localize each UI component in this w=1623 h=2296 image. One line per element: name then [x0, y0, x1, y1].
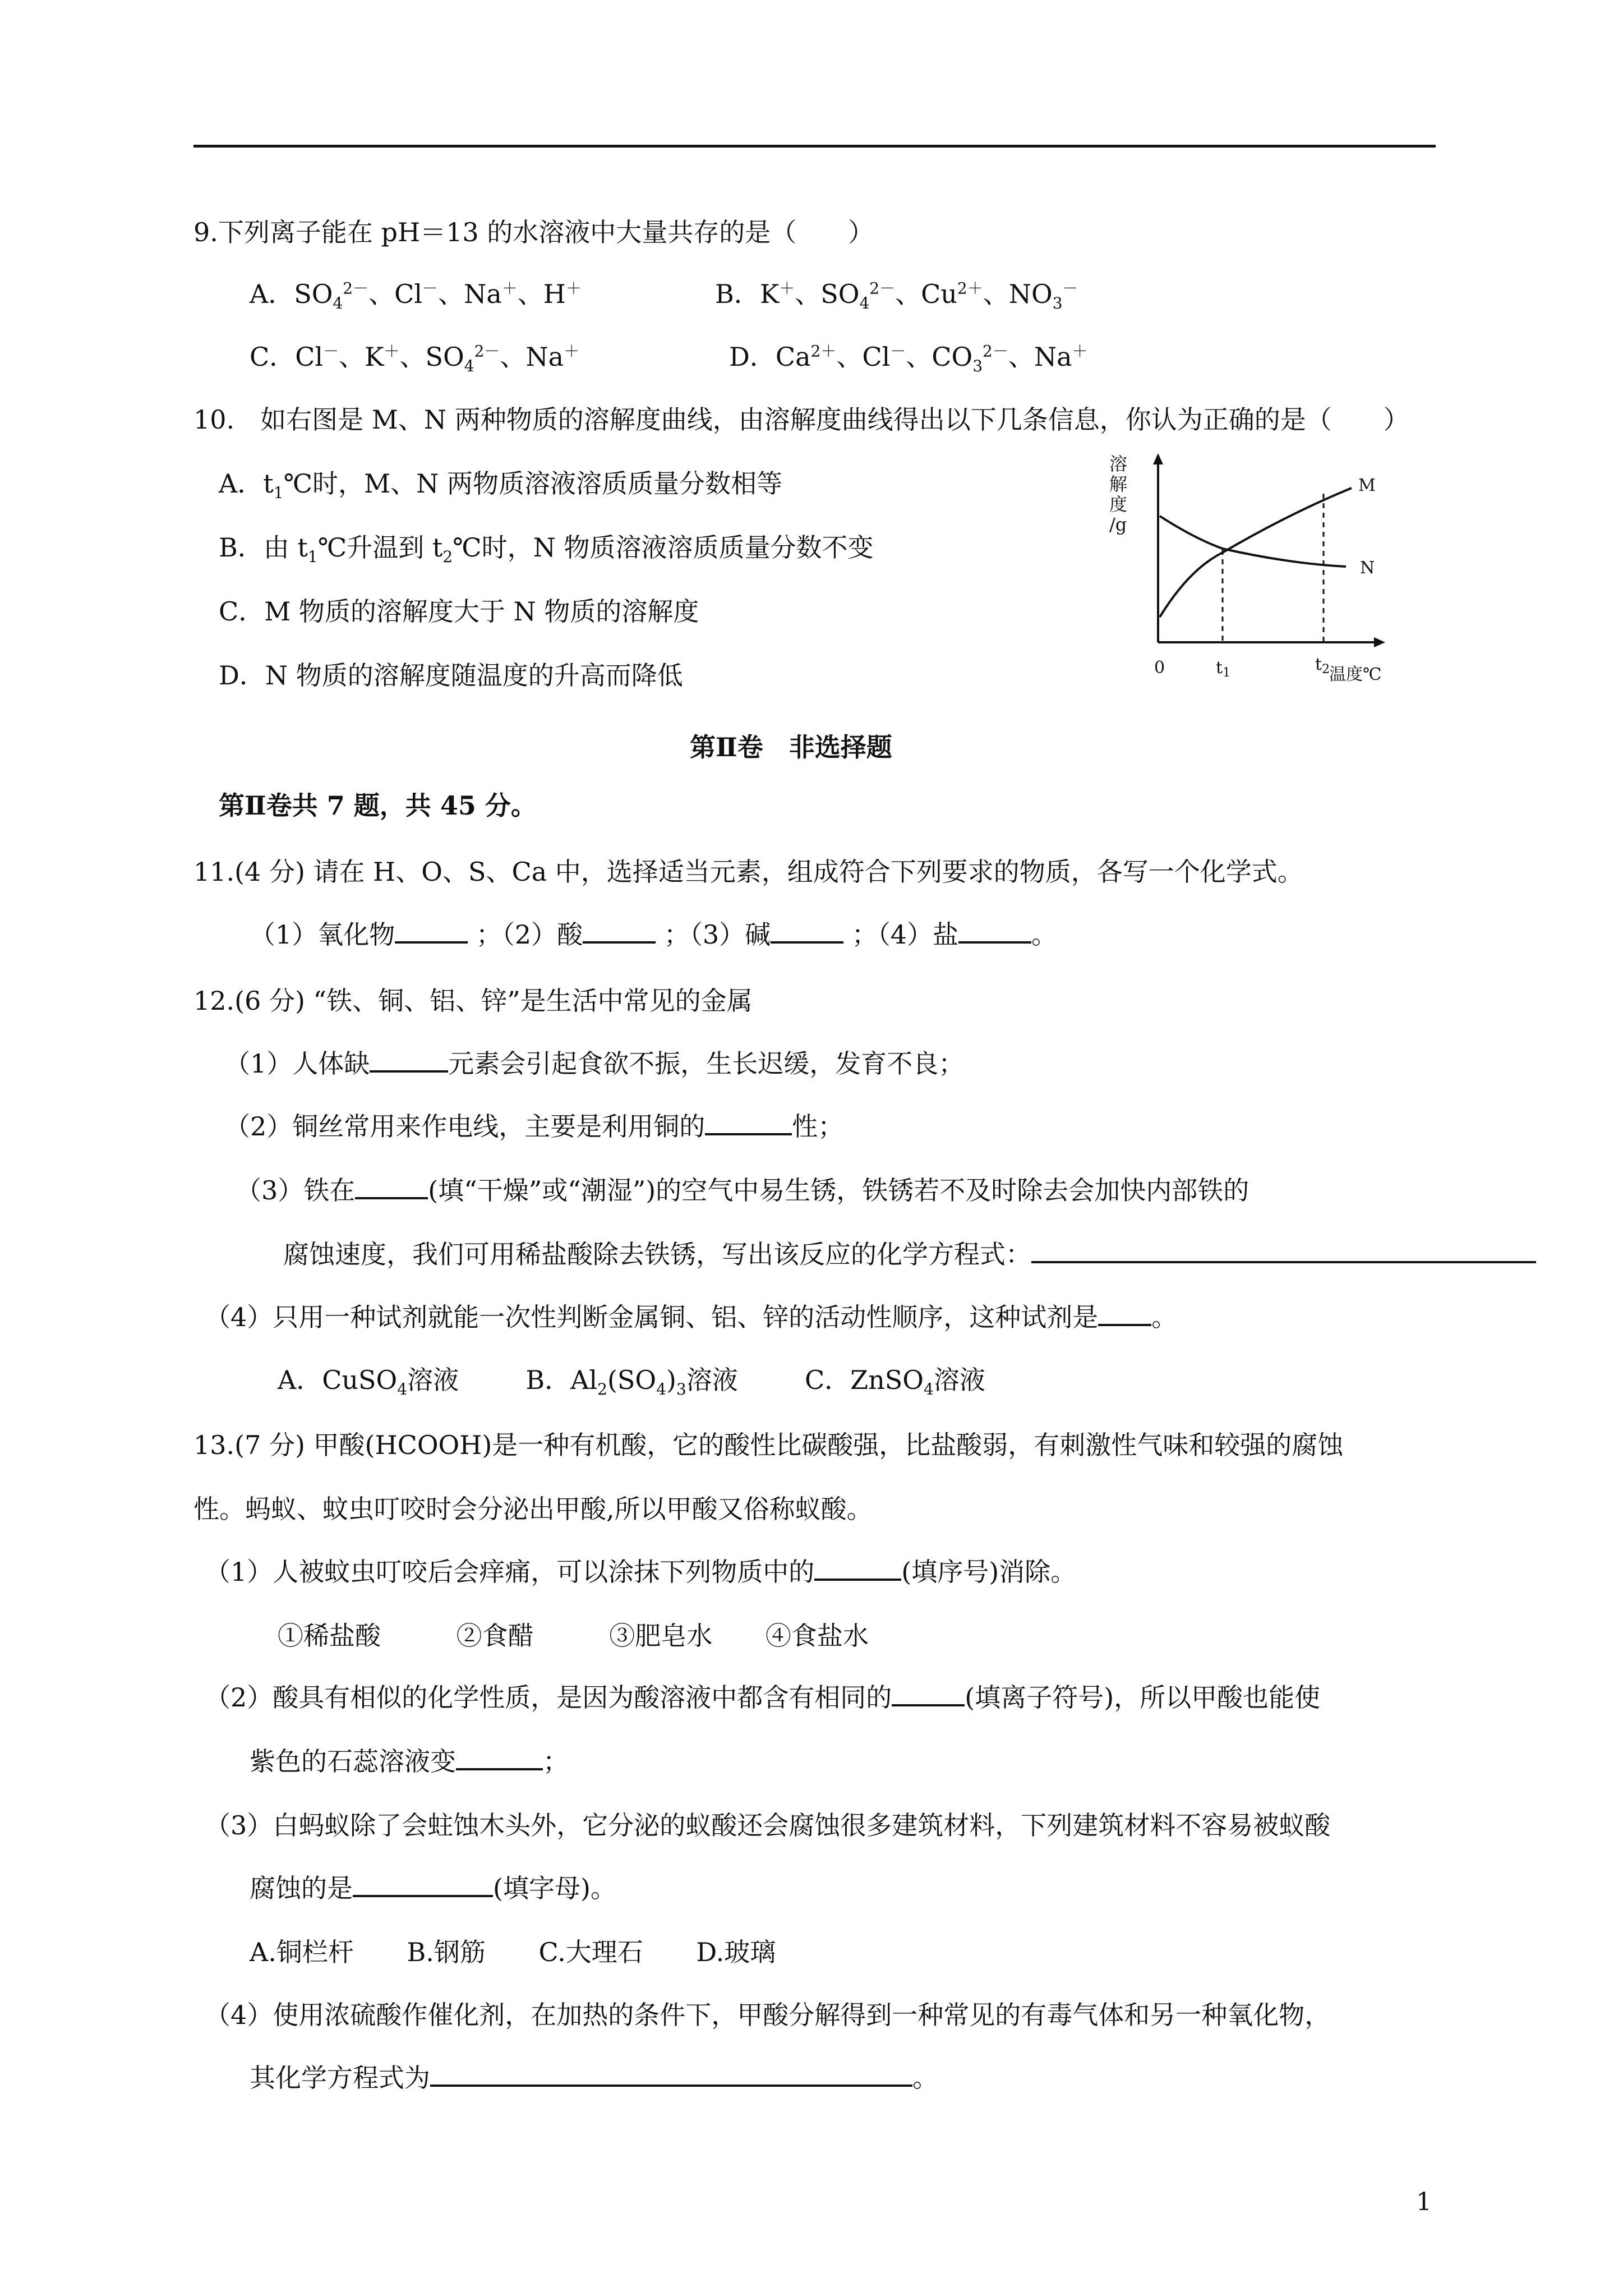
t2-label: $t_2$: [1315, 655, 1330, 677]
q10-option-c: C．M 物质的溶解度大于 N 物质的溶解度: [219, 596, 699, 627]
q13-blank-1[interactable]: [814, 1554, 901, 1581]
q12-blank-1[interactable]: [370, 1046, 448, 1073]
q12-options: A．CuSO$_4$溶液 B．$Al_2(SO_4)_3$溶液 C．ZnSO$_4$溶液: [278, 1365, 985, 1399]
q10-option-a: A．$t_1℃$时，M、N 两物质溶液溶质质量分数相等: [219, 468, 782, 503]
q10-option-b: B．由 $t_1℃$升温到 $t_2℃$时，N 物质溶液溶质质量分数不变: [219, 532, 874, 567]
q12-part-1: （1）人体缺 元素会引起食欲不振，生长迟缓，发育不良；: [224, 1043, 964, 1080]
solubility-chart: [1105, 449, 1419, 701]
q9-option-d: D．$Ca^{2+}$、Cl－、$CO_3^{2-}$、Na＋: [729, 342, 1088, 376]
q12-part-2: （2）铜丝常用来作电线，主要是利用铜的 性；: [224, 1106, 843, 1143]
q12-part-4: （4）只用一种试剂就能一次性判断金属铜、铝、锌的活动性顺序，这种试剂是 。: [205, 1297, 1177, 1334]
q13-stem-line2: 性。蚂蚁、蚊虫叮咬时会分泌出甲酸,所以甲酸又俗称蚁酸。: [193, 1494, 873, 1524]
q13-part-2-line2: 紫色的石蕊溶液变 ；: [250, 1741, 569, 1778]
q9-option-a: A．$SO_4^{2-}$、Cl－、Na＋、H＋: [250, 279, 582, 313]
q13-part-4: （4）使用浓硫酸作催化剂，在加热的条件下，甲酸分解得到一种常见的有毒气体和另一种氧化物，: [205, 2000, 1331, 2030]
q13-part-3-line2: 腐蚀的是 (填字母)。: [250, 1868, 616, 1905]
q13-part-2: （2）酸具有相似的化学性质，是因为酸溶液中都含有相同的 (填离子符号)，所以甲酸也能使: [205, 1677, 1320, 1714]
q11-answers: （1）氧化物 ；（2）酸 ；（3）碱 ；（4）盐 。: [250, 914, 1057, 951]
header-rule: [193, 145, 1436, 148]
q13-equation-blank[interactable]: [430, 2060, 912, 2087]
q13-part-4-line2: 其化学方程式为 。: [250, 2058, 938, 2095]
q13-part-1: （1）人被蚊虫叮咬后会痒痛，可以涂抹下列物质中的 (填序号)消除。: [205, 1552, 1076, 1589]
y-label-4: /g: [1109, 514, 1127, 535]
q12-equation-blank[interactable]: [1031, 1236, 1536, 1263]
q12-blank-4[interactable]: [1098, 1299, 1151, 1326]
y-label-2: 解: [1109, 473, 1128, 495]
q13-stem-line1: 13.(7 分) 甲酸(HCOOH)是一种有机酸，它的酸性比碳酸强，比盐酸弱，有刺激性气味和较强的腐蚀: [193, 1430, 1344, 1460]
q13-part-1-options: ①稀盐酸 ②食醋 ③肥皂水 ④食盐水: [278, 1621, 869, 1651]
curve-n-label: N: [1360, 558, 1375, 578]
y-axis-arrow: [1153, 453, 1163, 464]
q11-blank-2[interactable]: [583, 917, 656, 944]
q11-blank-4[interactable]: [958, 917, 1031, 944]
y-label-3: 度: [1109, 494, 1128, 515]
q11-blank-3[interactable]: [771, 917, 843, 944]
x-axis-label: 温度℃: [1329, 665, 1382, 684]
q13-part-3: （3）白蚂蚁除了会蛀蚀木头外，它分泌的蚁酸还会腐蚀很多建筑材料，下列建筑材料不容易被蚁酸: [205, 1810, 1331, 1841]
q13-blank-4[interactable]: [353, 1870, 493, 1897]
q11-blank-1[interactable]: [395, 917, 468, 944]
q13-blank-3[interactable]: [456, 1743, 543, 1770]
q9-option-b: B．K＋、$SO_4^{2-}$、$Cu^{2+}$、$NO_3^-$: [715, 279, 1078, 313]
section-title: 第Ⅱ卷 非选择题: [690, 732, 892, 762]
q9-stem: 9.下列离子能在 pH＝13 的水溶液中大量共存的是（ ）: [193, 217, 874, 247]
curve-m-label: M: [1358, 476, 1376, 495]
x-axis-arrow: [1374, 637, 1385, 647]
q12-part-3: （3）铁在 (填“干燥”或“潮湿”)的空气中易生锈，铁锈若不及时除去会加快内部铁的: [236, 1170, 1249, 1207]
q13-part-3-options: A.铜栏杆 B.钢筋 C.大理石 D.玻璃: [250, 1937, 776, 1967]
q12-part-3-line2: 腐蚀速度，我们可用稀盐酸除去铁锈，写出该反应的化学方程式：: [283, 1234, 1536, 1271]
q11-stem: 11.(4 分) 请在 H、O、S、Ca 中，选择适当元素，组成符合下列要求的物质，各写一个化学式。: [193, 857, 1303, 887]
curve-n: [1160, 516, 1346, 567]
q12-blank-2[interactable]: [705, 1108, 792, 1135]
page-number: 1: [1416, 2188, 1432, 2216]
t1-label: $t_1$: [1216, 658, 1231, 680]
origin-label: 0: [1154, 658, 1165, 678]
q13-blank-2[interactable]: [892, 1680, 965, 1706]
q9-option-c: C．Cl－、K＋、$SO_4^{2-}$、Na＋: [250, 342, 580, 376]
q12-blank-3[interactable]: [355, 1172, 428, 1199]
q12-stem: 12.(6 分) “铁、铜、铝、锌”是生活中常见的金属: [193, 986, 753, 1016]
q10-stem: 10. 如右图是 M、N 两种物质的溶解度曲线，由溶解度曲线得出以下几条信息，你认为正确的是（ ）: [193, 404, 1409, 435]
section-subtitle: 第Ⅱ卷共 7 题，共 45 分。: [219, 790, 537, 821]
y-label-1: 溶: [1109, 453, 1128, 475]
q10-option-d: D．N 物质的溶解度随温度的升高而降低: [219, 660, 683, 691]
